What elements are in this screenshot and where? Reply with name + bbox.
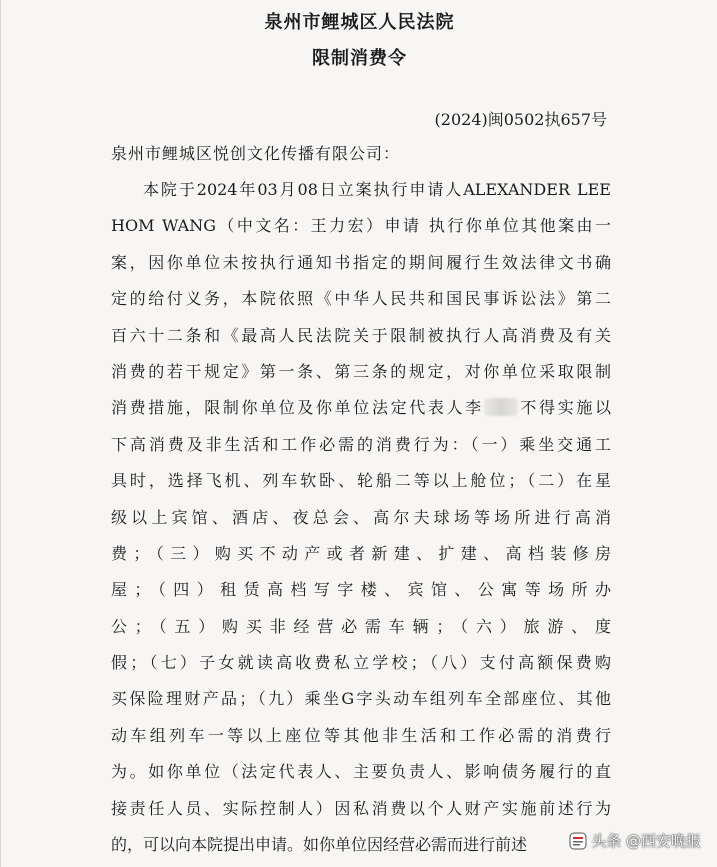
body-line-before-redaction: 消费措施，限制你单位及你单位法定代表人李 [111,398,484,418]
body-line: 案，因你单位未按执行通知书指定的期间履行生效法律文书确 [111,252,611,272]
body-line: 本院于2024年03月08日立案执行申请人ALEXANDER LEE [143,180,611,199]
case-number: (2024)闽0502执657号 [434,110,607,129]
toutiao-logo-icon [569,832,587,850]
court-name: 泉州市鲤城区人民法院 [264,12,455,33]
body-line: 假；（七）子女就读高收费私立学校；（八）支付高额保费购 [111,653,611,673]
order-title: 限制消费令 [312,48,407,69]
body-line: 买保险理财产品；（九）乘坐G字头动车组列车全部座位、其他 [111,689,611,709]
body-line: 接责任人员、实际控制人）因私消费以个人财产实施前述行为 [111,798,611,818]
order-body [111,172,611,863]
source-watermark [569,830,701,851]
body-line: 定的给付义务，本院依照《中华人民共和国民事诉讼法》第二 [111,289,611,309]
body-line: 具时，选择飞机、列车软卧、轮船二等以上舱位；（二）在星 [111,471,611,491]
addressee: 泉州市鲤城区悦创文化传播有限公司： [111,144,401,163]
body-line: 级以上宾馆、酒店、夜总会、高尔夫球场等场所进行高消 [111,507,611,527]
body-line: 动车组列车一等以上座位等其他非生活和工作必需的消费行 [111,725,611,745]
body-line: 消费的若干规定》第一条、第三条的规定，对你单位采取限制 [111,361,611,381]
redacted-name [484,398,518,416]
body-line: 百六十二条和《最高人民法院关于限制被执行人高消费及有关 [111,325,611,345]
body-line: 屋；（四）租赁高档写字楼、宾馆、公寓等场所办 [111,580,611,600]
body-line: HOM WANG（中文名：王力宏）申请 执行你单位其他案由一 [111,216,611,236]
body-line: 的，可以向本院提出申请。如你单位因经营必需而进行前述 [111,835,528,855]
body-line: 公；（五）购买非经营必需车辆；（六）旅游、度 [111,616,611,636]
watermark-text: 头条 @西安晚报 [591,832,701,850]
body-line: 为。如你单位（法定代表人、主要负责人、影响债务履行的直 [111,762,611,782]
body-line: 费；（三）购买不动产或者新建、扩建、高档装修房 [111,543,611,563]
body-line-with-redaction [111,390,611,426]
body-line-after-redaction: 不得实施以 [517,398,611,418]
body-line: 下高消费及非生活和工作必需的消费行为：（一）乘坐交通工 [111,434,611,454]
